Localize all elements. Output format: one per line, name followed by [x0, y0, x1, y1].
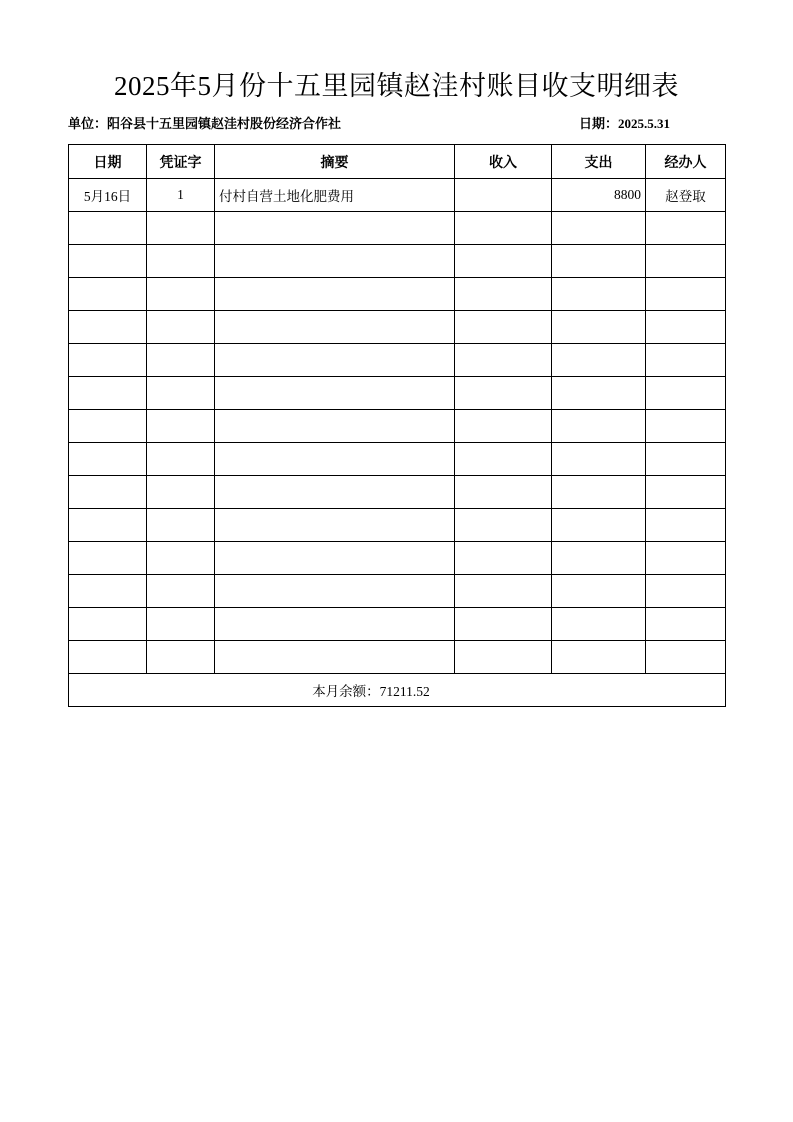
cell-income	[455, 509, 552, 542]
cell-voucher	[147, 212, 215, 245]
cell-handler	[646, 377, 726, 410]
table-footer-row	[69, 674, 726, 707]
cell-date	[69, 410, 147, 443]
cell-voucher	[147, 641, 215, 674]
table-row	[69, 377, 726, 410]
table-row	[69, 476, 726, 509]
cell-income	[455, 542, 552, 575]
column-header-handler: 经办人	[646, 145, 726, 179]
table-row	[69, 542, 726, 575]
cell-date	[69, 212, 147, 245]
table-header-row	[69, 145, 726, 179]
column-header-voucher: 凭证字	[147, 145, 215, 179]
cell-voucher	[147, 476, 215, 509]
monthly-balance-text: 本月余额：71211.52	[312, 684, 430, 699]
table-row	[69, 575, 726, 608]
cell-handler	[646, 476, 726, 509]
cell-expense	[552, 575, 646, 608]
cell-handler	[646, 443, 726, 476]
cell-voucher: 1	[147, 179, 215, 212]
cell-voucher	[147, 443, 215, 476]
table-row	[69, 509, 726, 542]
cell-handler	[646, 410, 726, 443]
cell-income	[455, 179, 552, 212]
cell-expense	[552, 641, 646, 674]
cell-income	[455, 476, 552, 509]
cell-expense	[552, 608, 646, 641]
cell-date	[69, 542, 147, 575]
cell-date	[69, 641, 147, 674]
cell-date	[69, 443, 147, 476]
cell-expense	[552, 476, 646, 509]
cell-income	[455, 608, 552, 641]
cell-income	[455, 641, 552, 674]
cell-voucher	[147, 245, 215, 278]
cell-expense	[552, 212, 646, 245]
cell-date: 5月16日	[69, 179, 147, 212]
table-row	[69, 443, 726, 476]
cell-handler	[646, 311, 726, 344]
cell-voucher	[147, 509, 215, 542]
table-row	[69, 245, 726, 278]
cell-expense	[552, 344, 646, 377]
cell-income	[455, 212, 552, 245]
cell-date	[69, 575, 147, 608]
cell-summary	[215, 641, 455, 674]
table-row	[69, 641, 726, 674]
cell-summary	[215, 575, 455, 608]
cell-voucher	[147, 311, 215, 344]
table-row	[69, 179, 726, 212]
table-row	[69, 410, 726, 443]
cell-voucher	[147, 410, 215, 443]
cell-income	[455, 575, 552, 608]
cell-voucher	[147, 608, 215, 641]
cell-handler	[646, 278, 726, 311]
table-row	[69, 212, 726, 245]
table-row	[69, 278, 726, 311]
document-meta	[68, 113, 704, 132]
cell-income	[455, 311, 552, 344]
cell-summary	[215, 278, 455, 311]
cell-income	[455, 410, 552, 443]
cell-date	[69, 344, 147, 377]
cell-voucher	[147, 575, 215, 608]
cell-handler	[646, 344, 726, 377]
cell-summary	[215, 608, 455, 641]
cell-voucher	[147, 344, 215, 377]
cell-expense	[552, 410, 646, 443]
cell-income	[455, 245, 552, 278]
cell-handler	[646, 509, 726, 542]
cell-summary	[215, 476, 455, 509]
cell-date	[69, 245, 147, 278]
column-header-summary: 摘要	[215, 145, 455, 179]
table-row	[69, 344, 726, 377]
cell-summary	[215, 245, 455, 278]
cell-handler: 赵登取	[646, 179, 726, 212]
cell-handler	[646, 212, 726, 245]
cell-income	[455, 344, 552, 377]
date-label: 日期：2025.5.31	[578, 116, 670, 131]
monthly-balance-cell	[69, 674, 726, 707]
cell-summary	[215, 509, 455, 542]
cell-expense	[552, 443, 646, 476]
cell-date	[69, 278, 147, 311]
ledger-table	[68, 144, 726, 707]
cell-summary	[215, 311, 455, 344]
cell-handler	[646, 245, 726, 278]
page-title: 2025年5月份十五里园镇赵洼村账目收支明细表	[114, 71, 679, 101]
cell-income	[455, 377, 552, 410]
cell-summary	[215, 410, 455, 443]
column-header-date: 日期	[69, 145, 147, 179]
cell-expense: 8800	[552, 179, 646, 212]
cell-handler	[646, 542, 726, 575]
cell-expense	[552, 509, 646, 542]
column-header-expense: 支出	[552, 145, 646, 179]
cell-voucher	[147, 377, 215, 410]
cell-date	[69, 509, 147, 542]
cell-summary: 付村自营土地化肥费用	[215, 179, 455, 212]
cell-expense	[552, 377, 646, 410]
table-row	[69, 311, 726, 344]
cell-date	[69, 311, 147, 344]
cell-expense	[552, 311, 646, 344]
cell-date	[69, 377, 147, 410]
cell-voucher	[147, 542, 215, 575]
cell-handler	[646, 575, 726, 608]
cell-handler	[646, 608, 726, 641]
cell-income	[455, 443, 552, 476]
cell-date	[69, 608, 147, 641]
cell-income	[455, 278, 552, 311]
cell-summary	[215, 344, 455, 377]
cell-summary	[215, 212, 455, 245]
cell-summary	[215, 443, 455, 476]
cell-date	[69, 476, 147, 509]
cell-expense	[552, 542, 646, 575]
unit-label: 单位：阳谷县十五里园镇赵洼村股份经济合作社	[68, 116, 342, 131]
cell-handler	[646, 641, 726, 674]
table-row	[69, 608, 726, 641]
cell-voucher	[147, 278, 215, 311]
cell-expense	[552, 245, 646, 278]
cell-summary	[215, 542, 455, 575]
column-header-income: 收入	[455, 145, 552, 179]
cell-summary	[215, 377, 455, 410]
cell-expense	[552, 278, 646, 311]
